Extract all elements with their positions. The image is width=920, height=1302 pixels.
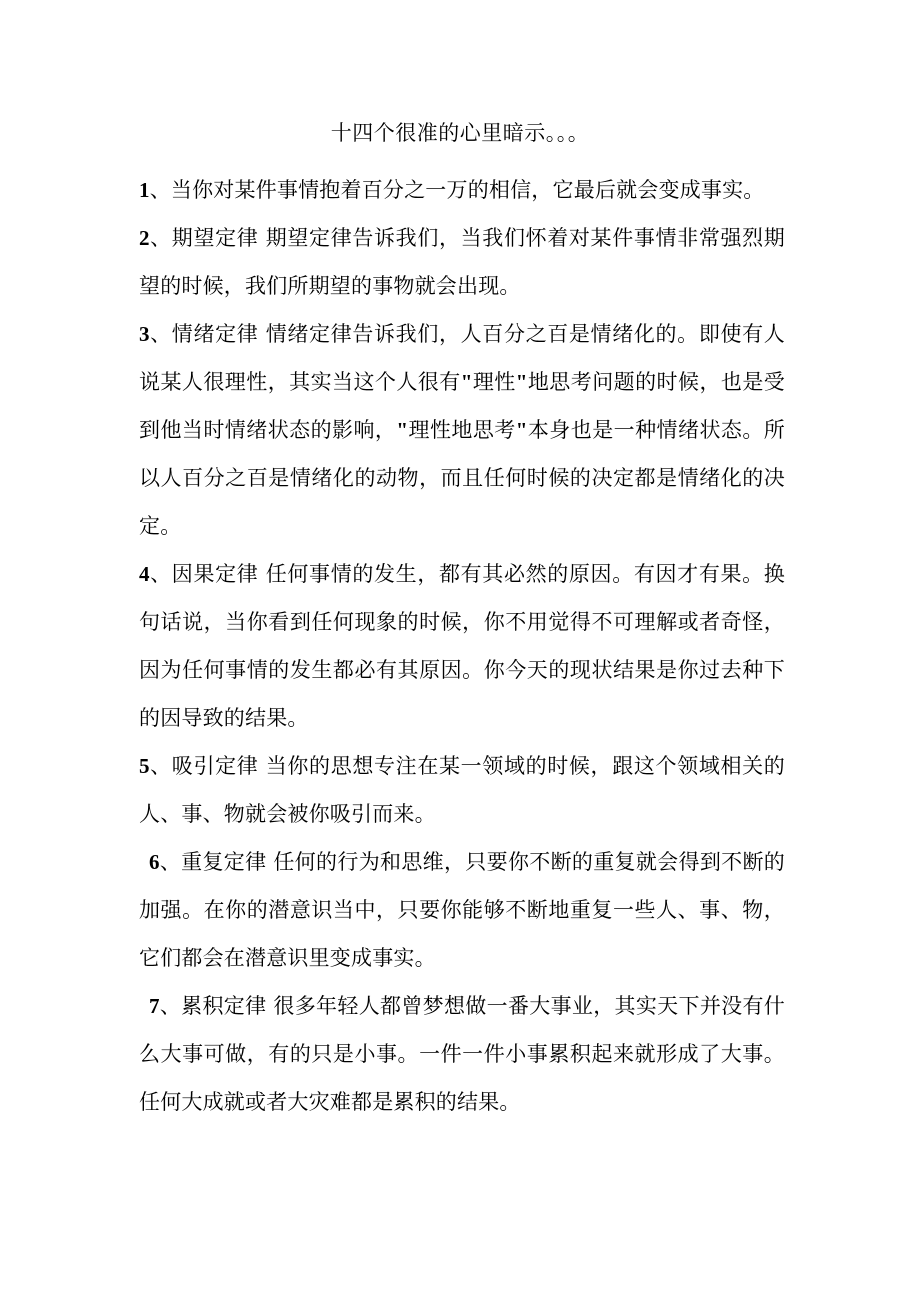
paragraph-text: 、吸引定律 当你的思想专注在某一领域的时候，跟这个领域相关的人、事、物就会被你吸引而来。 <box>139 754 785 826</box>
paragraph-text: 、重复定律 任何的行为和思维，只要你不断的重复就会得到不断的加强。在你的潜意识当中，只要你能够不断地重复一些人、事、物，它们都会在潜意识里变成事实。 <box>139 850 785 970</box>
paragraph-2 <box>139 214 785 310</box>
paragraph-number: 7 <box>149 994 160 1018</box>
paragraph-4 <box>139 550 785 742</box>
quote-mark: " <box>515 370 528 394</box>
paragraph-text: 地思考问题的时候，也是受到他当时情绪状态的影响， <box>139 370 785 442</box>
paragraph-text: 理性地思考 <box>408 418 516 442</box>
paragraph-number: 1 <box>139 178 150 202</box>
paragraph-number: 4 <box>139 562 150 586</box>
paragraph-text: 、当你对某件事情抱着百分之一万的相信，它最后就会变成事实。 <box>149 178 765 202</box>
paragraph-6 <box>139 838 785 982</box>
quote-mark: " <box>396 418 409 442</box>
paragraph-5 <box>139 742 785 838</box>
paragraph-3 <box>139 310 785 550</box>
quote-mark: " <box>515 418 528 442</box>
paragraph-text: 、期望定律 期望定律告诉我们，当我们怀着对某件事情非常强烈期望的时候，我们所期望的事物就会出现。 <box>139 226 785 298</box>
paragraph-text: 、因果定律 任何事情的发生，都有其必然的原因。有因才有果。换句话说，当你看到任何现象的时候，你不用觉得不可理解或者奇怪，因为任何事情的发生都必有其原因。你今天的现状结果是你过去种下的因导致的结果。 <box>139 562 785 730</box>
paragraph-number: 2 <box>139 226 150 250</box>
document-title: 十四个很准的心里暗示。。。 <box>330 121 590 145</box>
paragraph-number: 5 <box>139 754 150 778</box>
paragraph-1 <box>139 166 785 214</box>
quote-mark: " <box>460 370 473 394</box>
paragraph-7 <box>139 982 785 1126</box>
paragraph-number: 3 <box>139 322 150 346</box>
paragraph-text: 、累积定律 很多年轻人都曾梦想做一番大事业，其实天下并没有什么大事可做，有的只是小事。一件一件小事累积起来就形成了大事。任何大成就或者大灾难都是累积的结果。 <box>139 994 785 1114</box>
document-body <box>139 166 785 1126</box>
paragraph-text: 、情绪定律 情绪定律告诉我们，人百分之百是情绪化的。即使有人说某人很理性，其实当这个人很有 <box>139 322 785 394</box>
paragraph-text: 理性 <box>472 370 516 394</box>
paragraph-text: 本身也是一种情绪状态。所以人百分之百是情绪化的动物，而且任何时候的决定都是情绪化的决定。 <box>139 418 785 538</box>
paragraph-number: 6 <box>149 850 160 874</box>
